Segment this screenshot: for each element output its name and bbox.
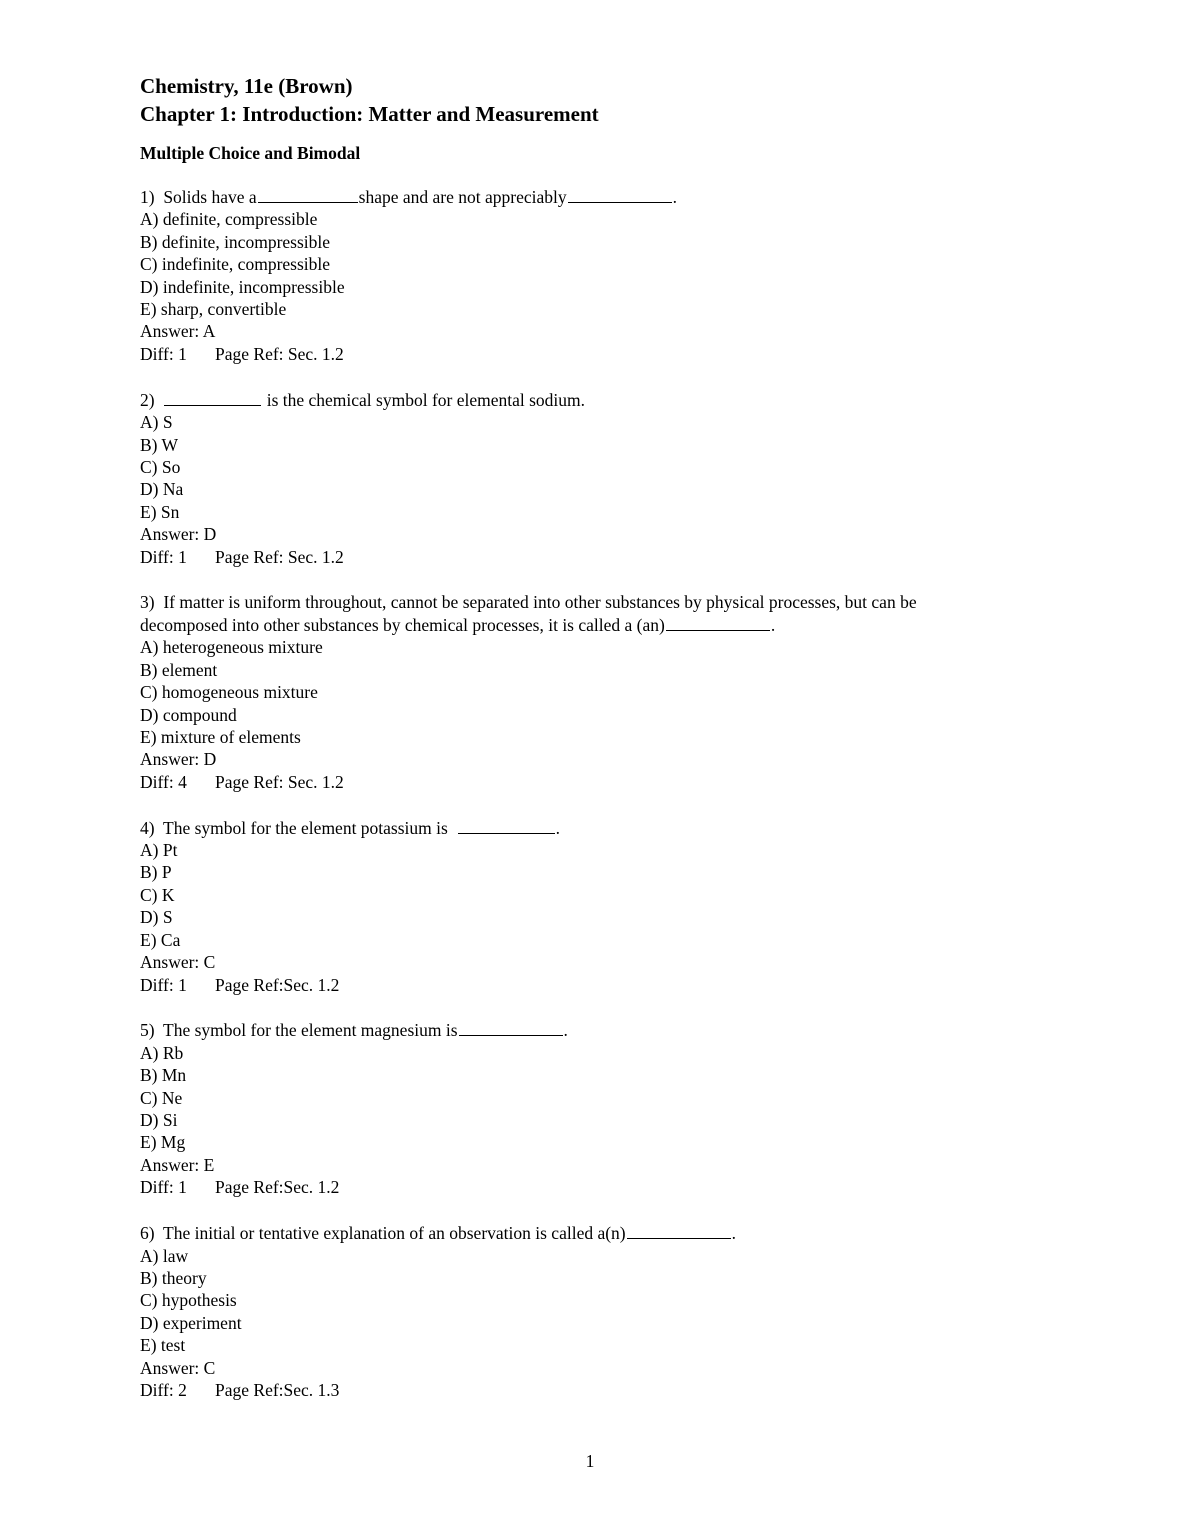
question-5 bbox=[140, 1018, 1040, 1198]
choice-c: C) So bbox=[140, 456, 181, 477]
page-ref: Page Ref: Sec. 1.2 bbox=[215, 546, 344, 567]
choice-b: B) P bbox=[140, 862, 172, 883]
choice-a: A) Rb bbox=[140, 1042, 184, 1063]
choice-d: D) compound bbox=[140, 704, 237, 725]
difficulty: Diff: 1 bbox=[140, 1177, 187, 1198]
question-list bbox=[140, 185, 1040, 1424]
difficulty-line bbox=[140, 343, 1040, 365]
stem-text: Solids have a bbox=[163, 187, 257, 207]
stem-text: is the chemical symbol for elemental sodium. bbox=[266, 389, 586, 410]
question-6 bbox=[140, 1221, 1040, 1401]
choice-b: B) element bbox=[140, 659, 218, 680]
question-3 bbox=[140, 591, 1040, 794]
choice-c: C) indefinite, compressible bbox=[140, 254, 331, 275]
stem-text: The initial or tentative explanation of an observation is called a(n) bbox=[163, 1223, 626, 1244]
difficulty: Diff: 1 bbox=[140, 546, 187, 567]
stem-end: . bbox=[770, 614, 776, 635]
question-number: 4) bbox=[140, 817, 155, 838]
page-ref: Page Ref:Sec. 1.2 bbox=[215, 974, 340, 995]
choice-e: E) Mg bbox=[140, 1132, 186, 1153]
choice-b: B) W bbox=[140, 434, 179, 455]
difficulty-line bbox=[140, 1176, 1040, 1198]
choice-c: C) K bbox=[140, 884, 175, 905]
difficulty: Diff: 1 bbox=[140, 343, 187, 364]
difficulty-line bbox=[140, 974, 1040, 996]
stem-end: . bbox=[672, 187, 677, 207]
difficulty-line bbox=[140, 1379, 1040, 1401]
section-heading: Multiple Choice and Bimodal bbox=[140, 143, 361, 163]
chapter-title: Chapter 1: Introduction: Matter and Measurement bbox=[140, 102, 599, 126]
answer-blank bbox=[666, 613, 770, 631]
choice-b: B) definite, incompressible bbox=[140, 231, 331, 252]
answer-line: Answer: C bbox=[140, 1357, 216, 1378]
question-stem bbox=[140, 1221, 1040, 1244]
answer-line: Answer: D bbox=[140, 749, 217, 770]
difficulty: Diff: 1 bbox=[140, 974, 187, 995]
stem-text: shape and are not appreciably bbox=[358, 187, 567, 207]
page-ref: Page Ref:Sec. 1.3 bbox=[215, 1380, 340, 1400]
choice-b: B) Mn bbox=[140, 1065, 187, 1086]
answer-blank bbox=[458, 816, 555, 834]
question-stem bbox=[140, 591, 1040, 613]
answer-blank bbox=[568, 185, 672, 203]
question-1 bbox=[140, 185, 1040, 365]
choice-e: E) Sn bbox=[140, 501, 180, 522]
choice-d: D) S bbox=[140, 907, 173, 928]
answer-line: Answer: A bbox=[140, 321, 216, 342]
stem-end: . bbox=[555, 817, 560, 838]
stem-end: . bbox=[563, 1020, 568, 1041]
choice-c: C) homogeneous mixture bbox=[140, 682, 318, 703]
answer-blank bbox=[627, 1221, 731, 1239]
question-number: 2) bbox=[140, 389, 155, 410]
question-4 bbox=[140, 816, 1040, 996]
answer-blank bbox=[459, 1018, 563, 1036]
choice-e: E) sharp, convertible bbox=[140, 299, 287, 320]
choice-c: C) hypothesis bbox=[140, 1290, 237, 1311]
choice-d: D) Na bbox=[140, 479, 184, 500]
choice-b: B) theory bbox=[140, 1267, 207, 1288]
stem-text: The symbol for the element potassium is bbox=[163, 817, 448, 838]
choice-a: A) S bbox=[140, 412, 173, 433]
answer-blank bbox=[164, 388, 261, 406]
answer-line: Answer: C bbox=[140, 952, 216, 973]
choice-e: E) mixture of elements bbox=[140, 726, 301, 747]
question-stem bbox=[140, 185, 1040, 208]
stem-text: decomposed into other substances by chemical processes, it is called a (an) bbox=[140, 614, 665, 635]
difficulty: Diff: 2 bbox=[140, 1380, 187, 1400]
choice-a: A) definite, compressible bbox=[140, 209, 318, 230]
page-number: 1 bbox=[585, 1451, 595, 1471]
answer-line: Answer: D bbox=[140, 524, 217, 545]
page-ref: Page Ref: Sec. 1.2 bbox=[215, 343, 344, 364]
stem-text: The symbol for the element magnesium is bbox=[163, 1020, 458, 1041]
answer-line: Answer: E bbox=[140, 1154, 215, 1175]
choice-e: E) test bbox=[140, 1335, 186, 1356]
choice-a: A) heterogeneous mixture bbox=[140, 637, 323, 658]
choice-a: A) Pt bbox=[140, 840, 178, 861]
difficulty: Diff: 4 bbox=[140, 771, 187, 792]
book-title: Chemistry, 11e (Brown) bbox=[140, 74, 353, 98]
choice-d: D) experiment bbox=[140, 1312, 242, 1333]
question-number: 3) bbox=[140, 591, 155, 612]
choice-d: D) Si bbox=[140, 1110, 178, 1131]
question-number: 6) bbox=[140, 1223, 155, 1244]
choice-e: E) Ca bbox=[140, 929, 181, 950]
document-header bbox=[140, 72, 1100, 128]
question-stem-continued bbox=[140, 613, 1040, 636]
stem-end: . bbox=[731, 1223, 737, 1244]
difficulty-line bbox=[140, 771, 1040, 793]
question-stem bbox=[140, 388, 1040, 411]
question-stem bbox=[140, 816, 1040, 839]
choice-d: D) indefinite, incompressible bbox=[140, 276, 345, 297]
page-ref: Page Ref:Sec. 1.2 bbox=[215, 1177, 340, 1198]
choice-c: C) Ne bbox=[140, 1087, 183, 1108]
difficulty-line bbox=[140, 546, 1040, 568]
question-number: 5) bbox=[140, 1020, 155, 1041]
stem-text: If matter is uniform throughout, cannot be separated into other substances by physical processes, but can be bbox=[163, 591, 917, 612]
answer-blank bbox=[258, 185, 358, 203]
page-ref: Page Ref: Sec. 1.2 bbox=[215, 771, 344, 792]
question-number: 1) bbox=[140, 187, 155, 207]
question-2 bbox=[140, 388, 1040, 568]
choice-a: A) law bbox=[140, 1245, 189, 1266]
question-stem bbox=[140, 1018, 1040, 1041]
